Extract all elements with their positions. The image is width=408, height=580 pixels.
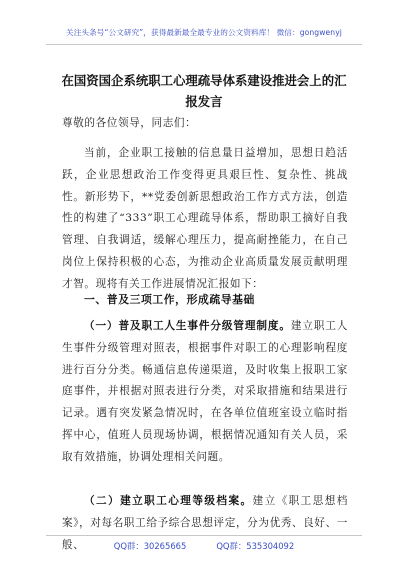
paragraph-item-1: [62, 316, 348, 469]
section-heading-1: 一、普及三项工作，形成疏导基础: [84, 293, 255, 306]
footer-qq-group-1: QQ群：30265665: [113, 541, 187, 551]
salutation: 尊敬的各位领导，同志们：: [62, 117, 197, 129]
footer-qq-group-2: QQ群：535304092: [216, 541, 295, 551]
item-2-lead: （二）建立职工心理等级档案。: [84, 495, 253, 507]
header-watermark-note: 关注头条号“公文研究”，获得最新最全最专业的公文资料库！ 微信：gongwenyj: [66, 28, 342, 37]
item-1-text: 建立职工人生事件分级管理对照表，根据事件对职工的心理影响程度进行百分分类。畅通信息传递渠道，及时收集上报职工家庭事件，并根据对照表进行分类，对采取措施和结果进行记录。遇有突发紧急情况时，在各单位值班室设立临时指挥中心，值班人员现场协调，根据情况通知有关人员，采取有效措施，协调处理相关问题。: [62, 320, 348, 463]
header-divider: [46, 44, 362, 45]
footer-divider: [46, 535, 362, 536]
item-2-text: 建立《职工思想档案》，对每名职工给予综合思想评定，分为优秀、良好、一般、: [62, 495, 348, 551]
intro-paragraph: 当前，企业职工接触的信息量日益增加，思想日趋活跃，企业思想政治工作变得更具艰巨性、复杂性、挑战性。新形势下，**党委创新思想政治工作方式方法，创造性的构建了“333”职工心理疏导体系，帮助职工摘好自我管理、自我调适，缓解心理压力，提高耐挫能力，在自己岗位上保持积极的心态，为推动企业高质量发展贡献明理才智。现将有关工作进展情况汇报如下：: [62, 147, 348, 290]
document-title: 在国资国企系统职工心理疏导体系建设推进会上的汇报发言: [61, 73, 347, 109]
item-1-lead: （一）普及职工人生事件分级管理制度。: [84, 320, 291, 332]
footer-contact: [0, 540, 408, 552]
